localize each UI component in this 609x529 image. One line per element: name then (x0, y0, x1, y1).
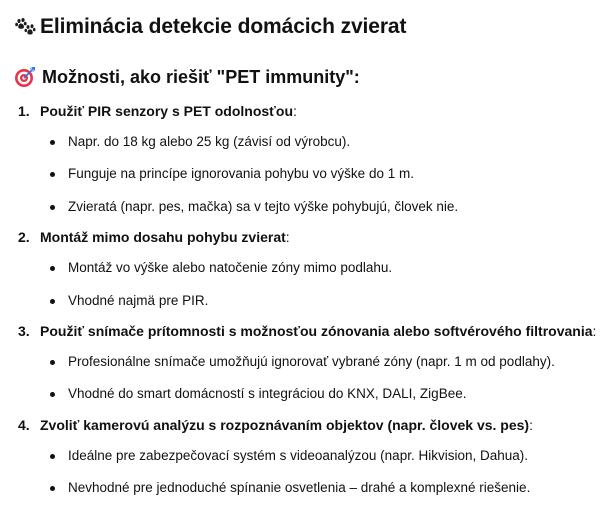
bullet-item (0, 346, 609, 378)
bullet-item (0, 285, 609, 317)
bullet-item (0, 378, 609, 410)
bullet-text: Montáž vo výške alebo natočenie zóny mimo podlahu. (68, 260, 393, 276)
list-item-heading (0, 97, 609, 126)
bullet-item (0, 440, 609, 472)
bullet-dot (50, 140, 55, 145)
paw-prints-icon (14, 17, 40, 37)
list-item-heading (0, 411, 609, 440)
bullet-dot (50, 172, 55, 177)
bullet-item (0, 472, 609, 504)
list-item (0, 223, 609, 317)
list-item (0, 411, 609, 505)
section-heading (14, 64, 360, 90)
page-title: Eliminácia detekcie domácich zvierat (40, 15, 407, 38)
bullet-text: Nevhodné pre jednoduché spínanie osvetlenia – drahé a komplexné riešenie. (68, 480, 531, 496)
list-item-title-bold: Použiť PIR senzory s PET odolnosťou (40, 103, 293, 119)
bullet-text: Napr. do 18 kg alebo 25 kg (závisí od výrobcu). (68, 134, 351, 149)
bullet-dot (50, 266, 55, 271)
list-item-title-bold: Zvoliť kamerovú analýzu s rozpoznávaním objektov (napr. človek vs. pes) (40, 416, 530, 433)
bullet-dot (50, 392, 55, 397)
list-item-title (40, 97, 297, 126)
options-list (0, 97, 609, 505)
list-item-title-suffix: : (592, 322, 597, 339)
main-heading (14, 12, 406, 42)
bullet-item (0, 158, 609, 190)
list-item-number: 1. (18, 103, 30, 119)
bullet-text: Vhodné najmä pre PIR. (68, 292, 209, 308)
list-item-title (40, 411, 533, 440)
bullet-text: Funguje na princípe ignorovania pohybu vo výške do 1 m. (68, 166, 414, 182)
bullet-text: Vhodné do smart domácností s integráciou do KNX, DALI, ZigBee. (68, 386, 467, 402)
bullet-dot (50, 454, 55, 459)
list-item (0, 97, 609, 223)
list-item-title-suffix: : (529, 416, 533, 433)
list-item-title (40, 317, 596, 346)
list-item-number: 2. (18, 229, 30, 246)
bullet-text: Zvieratá (napr. pes, mačka) sa v tejto výške pohybujú, človek nie. (68, 198, 459, 214)
bullet-item (0, 191, 609, 223)
bullet-item (0, 126, 609, 158)
bullet-dot (50, 205, 55, 210)
target-dart-icon (14, 66, 42, 88)
bullet-dot (50, 486, 55, 491)
list-item-title-suffix: : (293, 103, 297, 119)
bullet-text: Profesionálne snímače umožňujú ignorovať vybrané zóny (napr. 1 m od podlahy). (68, 353, 555, 369)
list-item-heading (0, 223, 609, 252)
list-item-title-bold: Montáž mimo dosahu pohybu zvierat (40, 229, 286, 246)
bullet-text: Ideálne pre zabezpečovací systém s videoanalýzou (napr. Hikvision, Dahua). (68, 447, 528, 463)
list-item-title (40, 223, 290, 252)
list-item-number: 3. (18, 322, 30, 339)
section-title: Možnosti, ako riešiť "PET immunity": (42, 66, 360, 87)
list-item-title-suffix: : (285, 229, 290, 246)
list-item (0, 317, 609, 411)
list-item-title-bold: Použiť snímače prítomnosti s možnosťou zónovania alebo softvérového filtrovania (40, 322, 593, 339)
list-item-heading (0, 317, 609, 346)
bullet-dot (50, 299, 55, 304)
bullet-item (0, 252, 609, 284)
bullet-dot (50, 360, 55, 365)
list-item-number: 4. (18, 416, 30, 433)
